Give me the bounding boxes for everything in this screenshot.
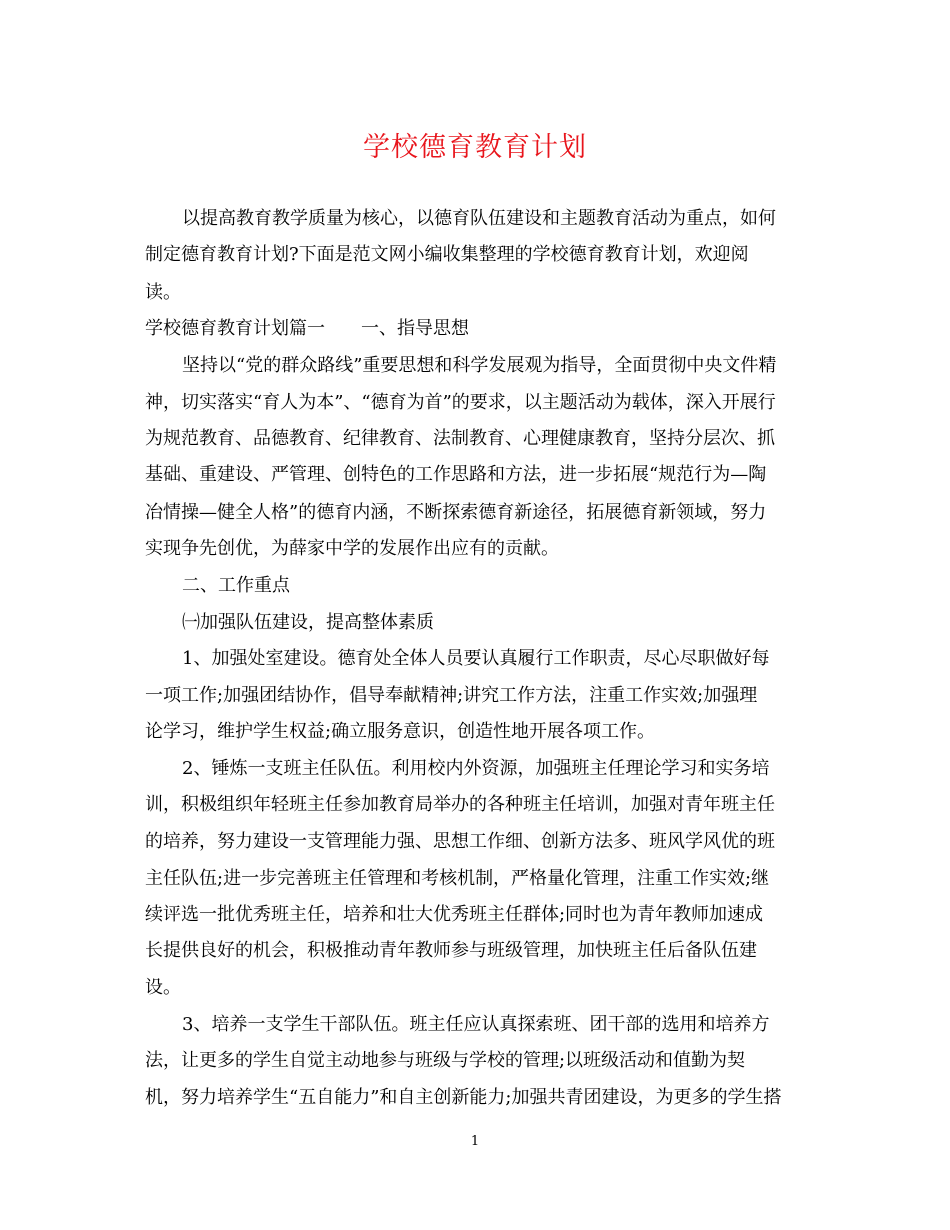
body-line: 制定德育教育计划?下面是范文网小编收集整理的学校德育教育计划，欢迎阅 [145,244,749,265]
body-line: 续评选一批优秀班主任，培养和壮大优秀班主任群体;同时也为青年教师加速成 [145,904,764,925]
body-line: 神，切实落实“育人为本”、“德育为首”的要求，以主题活动为载体，深入开展行 [145,392,776,413]
body-line: 主任队伍;进一步完善班主任管理和考核机制，严格量化管理，注重工作实效;继 [145,868,770,889]
subsection-heading: ㈠加强队伍建设，提高整体素质 [182,612,434,633]
body-line: 坚持以“党的群众路线”重要思想和科学发展观为指导，全面贯彻中央文件精 [182,355,777,376]
body-line: 的培养，努力建设一支管理能力强、思想工作细、创新方法多、班风学风优的班 [145,831,775,852]
body-line: 实现争先创优，为薛家中学的发展作出应有的贡献。 [145,538,559,559]
body-line: 2、锤炼一支班主任队伍。利用校内外资源，加强班主任理论学习和实务培 [182,758,770,779]
section-heading: 二、工作重点 [182,575,290,596]
body-line: 论学习，维护学生权益;确立服务意识，创造性地开展各项工作。 [145,721,656,742]
body-line: 基础、重建设、严管理、创特色的工作思路和方法，进一步拓展“规范行为—陶 [145,464,767,485]
body-line: 读。 [145,282,181,303]
document-title: 学校德育教育计划 [363,132,587,163]
body-line: 长提供良好的机会，积极推动青年教师参与班级管理，加快班主任后备队伍建 [145,940,757,961]
body-line: 为规范教育、品德教育、纪律教育、法制教育、心理健康教育，坚持分层次、抓 [145,428,775,449]
body-line: 以提高教育教学质量为核心，以德育队伍建设和主题教育活动为重点，如何 [182,208,776,229]
body-line: 一项工作;加强团结协作，倡导奉献精神;讲究工作方法，注重工作实效;加强理 [145,685,758,706]
body-line: 法，让更多的学生自觉主动地参与班级与学校的管理;以班级活动和值勤为契 [145,1050,746,1071]
body-line: 1、加强处室建设。德育处全体人员要认真履行工作职责，尽心尽职做好每 [182,648,770,669]
section-heading-line: 学校德育教育计划篇一 一、指导思想 [145,318,469,339]
body-line: 机，努力培养学生“五自能力”和自主创新能力;加强共青团建设，为更多的学生搭 [145,1087,782,1108]
body-line: 设。 [145,977,181,998]
body-line: 3、培养一支学生干部队伍。班主任应认真探索班、团干部的选用和培养方 [182,1014,770,1035]
body-line: 训，积极组织年轻班主任参加教育局举办的各种班主任培训，加强对青年班主任 [145,794,775,815]
body-line: 冶情操—健全人格”的德育内涵，不断探索德育新途径，拓展德育新领域，努力 [145,502,767,523]
page-number: 1 [470,1134,480,1149]
